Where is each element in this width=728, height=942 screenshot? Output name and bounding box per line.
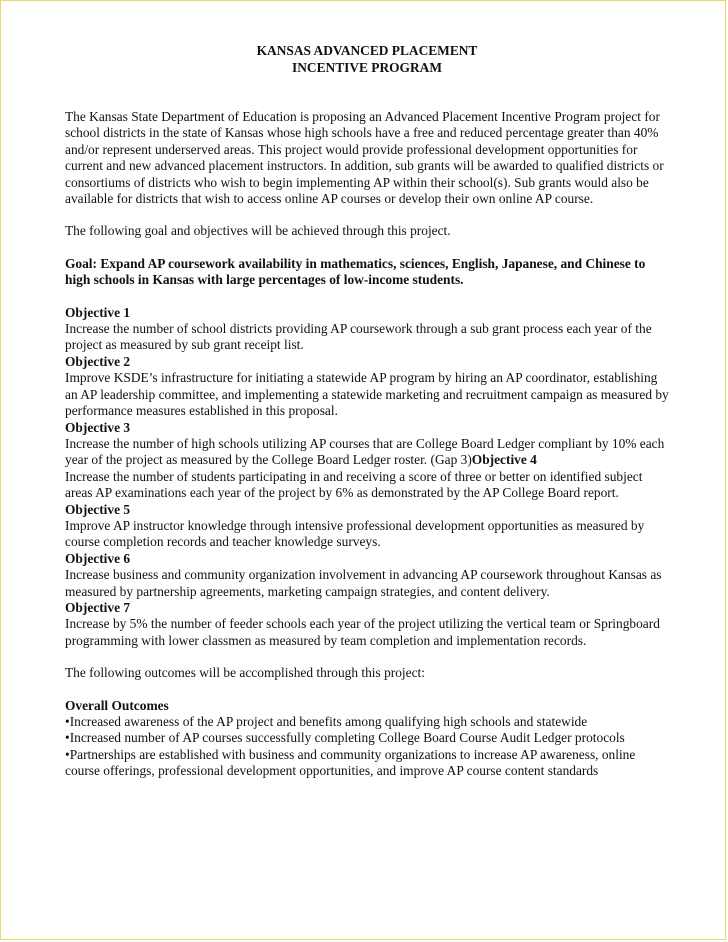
outcome-item-1: •Increased awareness of the AP project and benefits among qualifying high schools and statewide <box>65 714 588 729</box>
objective-3-text: Increase the number of high schools utilizing AP courses that are College Board Ledger compliant by 10% each year of the project as measured by the College Board Ledger roster. (Gap 3) <box>65 435 665 468</box>
objective-4-heading: Objective 4 <box>471 452 537 468</box>
objective-1-text: Increase the number of school districts providing AP coursework through a sub grant process each year of the project as measured by sub grant receipt list. <box>65 321 652 353</box>
intro-paragraph: The Kansas State Department of Education is proposing an Advanced Placement Incentive Program project for school districts in the state of Kansas whose high schools have a free and reduced percentage greater than 40% and/or represent underserved areas. This project would provide professional development opportunities for current and new advanced placement instructors. In addition, sub grants will be awarded to qualified districts or consortiums of districts who wish to begin implementing AP within their school(s). Sub grants would also be available for districts that wish to access online AP courses or develop their own online AP course. <box>65 109 664 207</box>
objective-1-heading: Objective 1 <box>65 304 131 320</box>
outcomes-heading: Overall Outcomes <box>65 697 169 713</box>
objective-2-text: Improve KSDE’s infrastructure for initiating a statewide AP program by hiring an AP coordinator, establishing an AP leadership committee, and implementing a statewide marketing and recruitment campaign as measured by performance measures established in this proposal. <box>65 370 669 419</box>
objective-5-heading: Objective 5 <box>65 501 131 517</box>
outcome-item-2: •Increased number of AP courses successfully completing College Board Course Audit Ledger protocols <box>65 730 625 746</box>
goal-intro: The following goal and objectives will be achieved through this project. <box>65 223 451 239</box>
objective-3-4-paragraph <box>65 436 669 469</box>
title-line-2: INCENTIVE PROGRAM <box>292 60 442 75</box>
objective-2-heading: Objective 2 <box>65 353 131 369</box>
objective-4-text: Increase the number of students participating in and receiving a score of three or better on identified subject areas AP examinations each year of the project by 6% as demonstrated by the AP College Board report. <box>65 468 643 501</box>
objective-5-text: Improve AP instructor knowledge through intensive professional development opportunities as measured by course completion records and teacher knowledge surveys. <box>65 517 645 550</box>
outcomes-intro: The following outcomes will be accomplished through this project: <box>65 665 425 681</box>
title-line-1: KANSAS ADVANCED PLACEMENT <box>256 43 478 58</box>
document-body <box>65 42 669 780</box>
outcome-item-3: •Partnerships are established with business and community organizations to increase AP awareness, online course offerings, professional development opportunities, and improve AP course content standards <box>65 746 636 779</box>
objective-6-heading: Objective 6 <box>65 550 131 566</box>
objective-3-heading: Objective 3 <box>65 419 131 435</box>
objective-7-text: Increase by 5% the number of feeder schools each year of the project utilizing the vertical team or Springboard programming with lower classmen as measured by team completion and implementation records. <box>65 616 660 648</box>
objective-6-text: Increase business and community organization involvement in advancing AP coursework throughout Kansas as measured by partnership agreements, marketing campaign strategies, and content delivery. <box>65 567 662 599</box>
objective-7-heading: Objective 7 <box>65 599 131 615</box>
goal-statement: Goal: Expand AP coursework availability in mathematics, sciences, English, Japanese, and Chinese to high schools in Kansas with large percentages of low-income students. <box>65 255 646 288</box>
